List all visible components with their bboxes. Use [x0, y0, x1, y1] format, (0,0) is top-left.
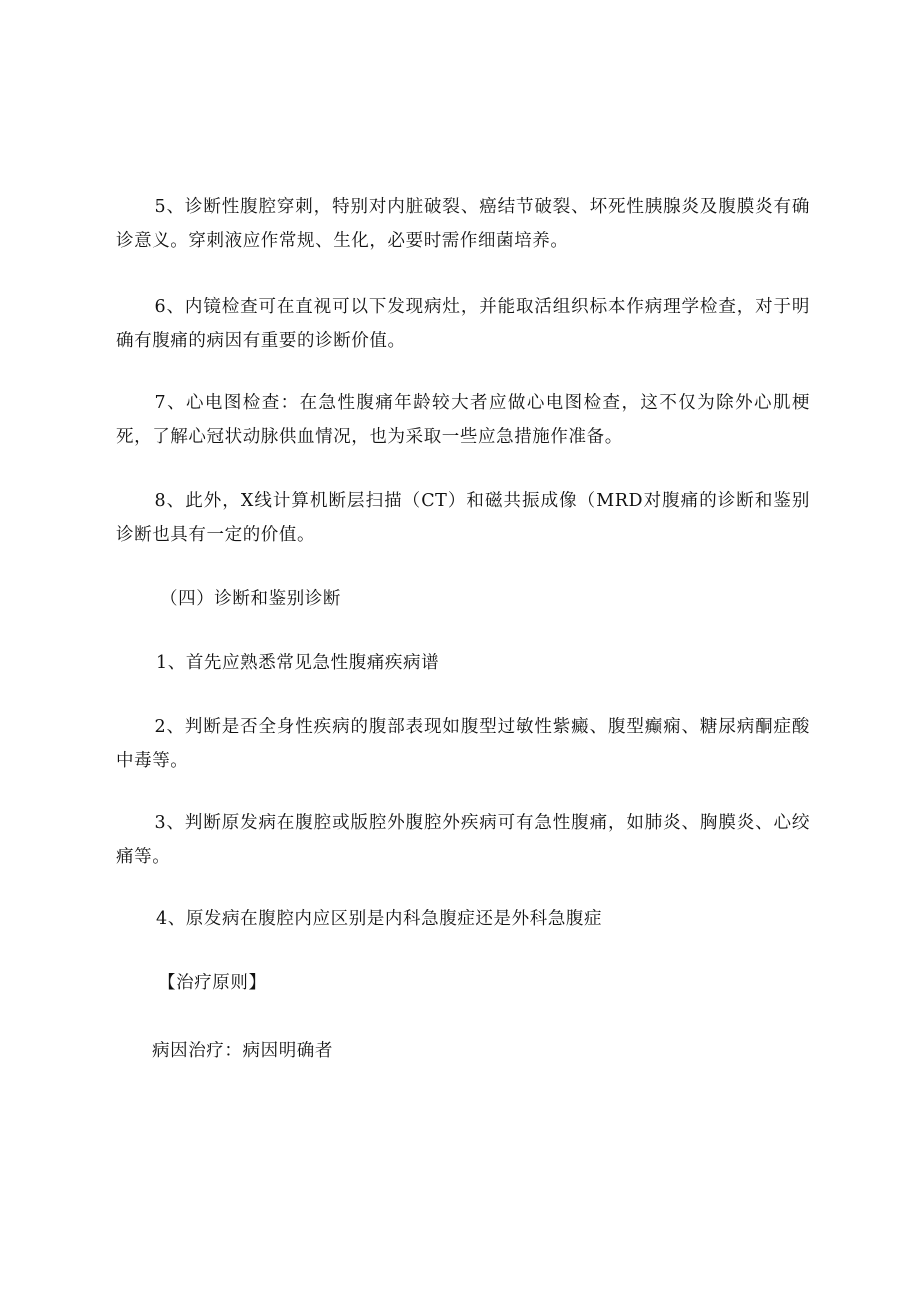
diagnosis-item-2: 2、判断是否全身性疾病的腹部表现如腹型过敏性紫癜、腹型癫痫、糖尿病酮症酸中毒等。	[116, 717, 810, 771]
paragraph-item-7: 7、心电图检查：在急性腹痛年龄较大者应做心电图检查，这不仅为除外心肌梗死，了解心冠状动脉供血情况，也为采取一些应急措施作准备。	[116, 393, 810, 447]
paragraph-item-5: 5、诊断性腹腔穿刺，特别对内脏破裂、癌结节破裂、坏死性胰腺炎及腹膜炎有确诊意义。穿刺液应作常规、生化，必要时需作细菌培养。	[116, 197, 810, 251]
diagnosis-item-3: 3、判断原发病在腹腔或版腔外腹腔外疾病可有急性腹痛，如肺炎、胸膜炎、心绞痛等。	[116, 813, 810, 867]
treatment-principles-heading: 【治疗原则】	[158, 973, 267, 993]
cause-treatment-text: 病因治疗：病因明确者	[152, 1041, 333, 1061]
section-heading-diagnosis: （四）诊断和鉴别诊断	[160, 589, 341, 609]
diagnosis-item-4: 4、原发病在腹腔内应区别是内科急腹症还是外科急腹症	[156, 909, 603, 929]
diagnosis-item-1: 1、首先应熟悉常见急性腹痛疾病谱	[156, 653, 440, 673]
paragraph-item-6: 6、内镜检查可在直视可以下发现病灶，并能取活组织标本作病理学检查，对于明确有腹痛的病因有重要的诊断价值。	[116, 297, 810, 351]
paragraph-item-8: 8、此外，X线计算机断层扫描（CT）和磁共振成像（MRD对腹痛的诊断和鉴别诊断也具有一定的价值。	[116, 491, 810, 545]
